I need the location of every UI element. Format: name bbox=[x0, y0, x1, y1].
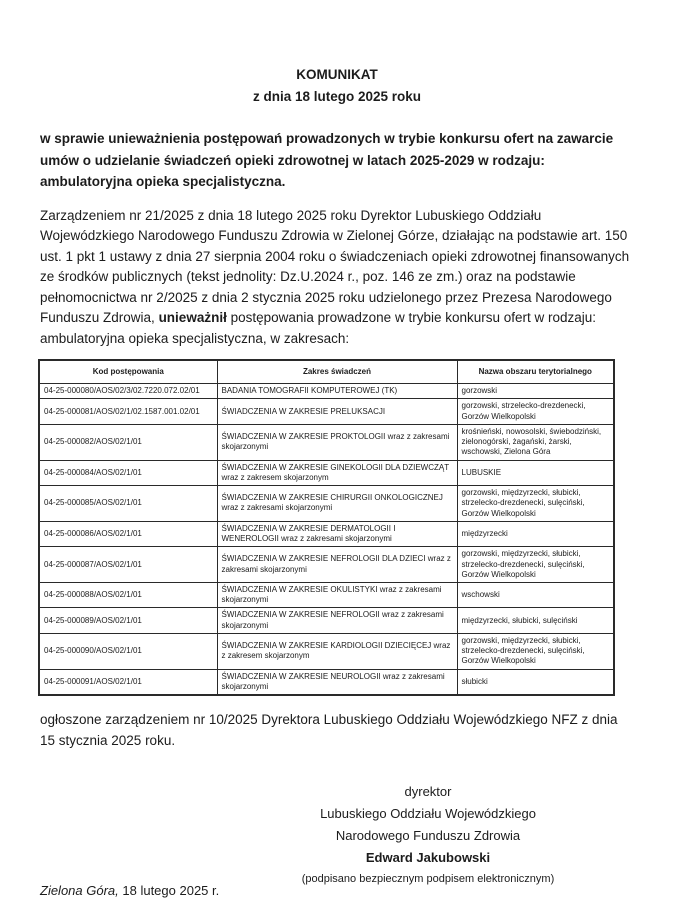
proceeding-code: 04-25-000091/AOS/02/1/01 bbox=[39, 669, 217, 695]
signature-org-line2: Narodowego Funduszu Zdrowia bbox=[335, 828, 521, 844]
territorial-area: gorzowski, międzyrzecki, słubicki, strzelecko-drezdenecki, sulęciński, Gorzów Wielkopolski bbox=[457, 547, 614, 583]
table-row bbox=[39, 424, 614, 460]
table-row bbox=[39, 669, 614, 695]
proceeding-code: 04-25-000084/AOS/02/1/01 bbox=[39, 460, 217, 485]
territorial-area: międzyrzecki, słubicki, sulęciński bbox=[457, 608, 614, 633]
table-row bbox=[39, 608, 614, 633]
signature-block bbox=[258, 781, 598, 889]
table-row bbox=[39, 460, 614, 485]
service-scope: ŚWIADCZENIA W ZAKRESIE NEUROLOGII wraz z zakresami skojarzonymi bbox=[217, 669, 457, 695]
table-row bbox=[39, 384, 614, 399]
footer-date: 18 lutego 2025 r. bbox=[118, 883, 220, 898]
service-scope: ŚWIADCZENIA W ZAKRESIE KARDIOLOGII DZIECIĘCEJ wraz z zakresem skojarzonym bbox=[217, 633, 457, 669]
service-scope: ŚWIADCZENIA W ZAKRESIE GINEKOLOGII DLA DZIEWCZĄT wraz z zakresem skojarzonym bbox=[217, 460, 457, 485]
service-scope: ŚWIADCZENIA W ZAKRESIE NEFROLOGII DLA DZIECI wraz z zakresami skojarzonymi bbox=[217, 547, 457, 583]
territorial-area: gorzowski, międzyrzecki, słubicki, strzelecko-drezdenecki, sulęciński, Gorzów Wielkopolski bbox=[457, 633, 614, 669]
table-header-row bbox=[39, 360, 614, 384]
signature-role: dyrektor bbox=[404, 784, 452, 800]
territorial-area: gorzowski bbox=[457, 384, 614, 399]
proceedings-table-body bbox=[39, 384, 614, 695]
table-row bbox=[39, 547, 614, 583]
table-row bbox=[39, 486, 614, 522]
service-scope: ŚWIADCZENIA W ZAKRESIE PROKTOLOGII wraz z zakresami skojarzonymi bbox=[217, 424, 457, 460]
document-date-line: z dnia 18 lutego 2025 roku bbox=[252, 89, 422, 104]
column-header-code: Kod postępowania bbox=[39, 360, 217, 384]
column-header-scope: Zakres świadczeń bbox=[217, 360, 457, 384]
service-scope: ŚWIADCZENIA W ZAKRESIE NEFROLOGII wraz z zakresami skojarzonymi bbox=[217, 608, 457, 633]
proceeding-code: 04-25-000087/AOS/02/1/01 bbox=[39, 547, 217, 583]
document-subject: w sprawie unieważnienia postępowań prowadzonych w trybie konkursu ofert na zawarcie umów o udzielanie świadczeń opieki zdrowotnej w latach 2025-2029 w rodzaju: ambulatoryjna opieka specjalistyczna. bbox=[40, 131, 614, 189]
place-date-line bbox=[40, 883, 219, 898]
territorial-area: międzyrzecki bbox=[457, 521, 614, 546]
proceeding-code: 04-25-000080/AOS/02/3/02.7220.072.02/01 bbox=[39, 384, 217, 399]
document-title: KOMUNIKAT bbox=[296, 67, 378, 82]
territorial-area: LUBUSKIE bbox=[457, 460, 614, 485]
table-row bbox=[39, 582, 614, 607]
signature-org-line1: Lubuskiego Oddziału Wojewódzkiego bbox=[320, 806, 536, 822]
proceeding-code: 04-25-000081/AOS/02/1/02.1587.001.02/01 bbox=[39, 399, 217, 424]
signature-name: Edward Jakubowski bbox=[365, 850, 491, 866]
territorial-area: słubicki bbox=[457, 669, 614, 695]
proceeding-code: 04-25-000090/AOS/02/1/01 bbox=[39, 633, 217, 669]
territorial-area: wschowski bbox=[457, 582, 614, 607]
service-scope: ŚWIADCZENIA W ZAKRESIE DERMATOLOGII I WENEROLOGII wraz z zakresami skojarzonymi bbox=[217, 521, 457, 546]
service-scope: ŚWIADCZENIA W ZAKRESIE CHIRURGII ONKOLOGICZNEJ wraz z zakresami skojarzonymi bbox=[217, 486, 457, 522]
proceedings-table bbox=[38, 359, 615, 696]
body-paragraph bbox=[40, 206, 634, 350]
place-name: Zielona Góra, bbox=[40, 883, 119, 898]
body-text-before: Zarządzeniem nr 21/2025 z dnia 18 lutego 2025 roku Dyrektor Lubuskiego Oddziału Wojewódzkiego Narodowego Funduszu Zdrowia w Zielonej Górze, działając na podstawie art. 150 ust. 1 pkt 1 ustawy z dnia 27 sierpnia 2004 roku o świadczeniach opieki zdrowotnej finansowanych ze środków publicznych (tekst jednolity: Dz.U.2024 r., poz. 146 ze zm.) oraz na podstawie pełnomocnictwa nr 2/2025 z dnia 2 stycznia 2025 roku udzielonego przez Prezesa Narodowego Funduszu Zdrowia, bbox=[40, 207, 630, 325]
table-row bbox=[39, 633, 614, 669]
service-scope: BADANIA TOMOGRAFII KOMPUTEROWEJ (TK) bbox=[217, 384, 457, 399]
territorial-area: gorzowski, międzyrzecki, słubicki, strzelecko-drezdenecki, sulęciński, Gorzów Wielkopolski bbox=[457, 486, 614, 522]
proceeding-code: 04-25-000086/AOS/02/1/01 bbox=[39, 521, 217, 546]
service-scope: ŚWIADCZENIA W ZAKRESIE PRELUKSACJI bbox=[217, 399, 457, 424]
service-scope: ŚWIADCZENIA W ZAKRESIE OKULISTYKI wraz z zakresami skojarzonymi bbox=[217, 582, 457, 607]
body-text-bold: unieważnił bbox=[158, 310, 227, 325]
table-row bbox=[39, 521, 614, 546]
proceeding-code: 04-25-000088/AOS/02/1/01 bbox=[39, 582, 217, 607]
proceeding-code: 04-25-000085/AOS/02/1/01 bbox=[39, 486, 217, 522]
proceeding-code: 04-25-000089/AOS/02/1/01 bbox=[39, 608, 217, 633]
territorial-area: gorzowski, strzelecko-drezdenecki, Gorzów Wielkopolski bbox=[457, 399, 614, 424]
table-row bbox=[39, 399, 614, 424]
proceeding-code: 04-25-000082/AOS/02/1/01 bbox=[39, 424, 217, 460]
body-text-after: postępowania prowadzone w trybie konkursu ofert w rodzaju: ambulatoryjna opieka specjalistyczna, w zakresach: bbox=[40, 310, 597, 346]
closing-paragraph: ogłoszone zarządzeniem nr 10/2025 Dyrektora Lubuskiego Oddziału Wojewódzkiego NFZ z dnia 15 stycznia 2025 roku. bbox=[40, 712, 618, 749]
territorial-area: krośnieński, nowosolski, świebodziński, zielonogórski, żagański, żarski, wschowski, Zielona Góra bbox=[457, 424, 614, 460]
column-header-area: Nazwa obszaru terytorialnego bbox=[457, 360, 614, 384]
signature-electronic-note: (podpisano bezpiecznym podpisem elektronicznym) bbox=[301, 873, 555, 886]
